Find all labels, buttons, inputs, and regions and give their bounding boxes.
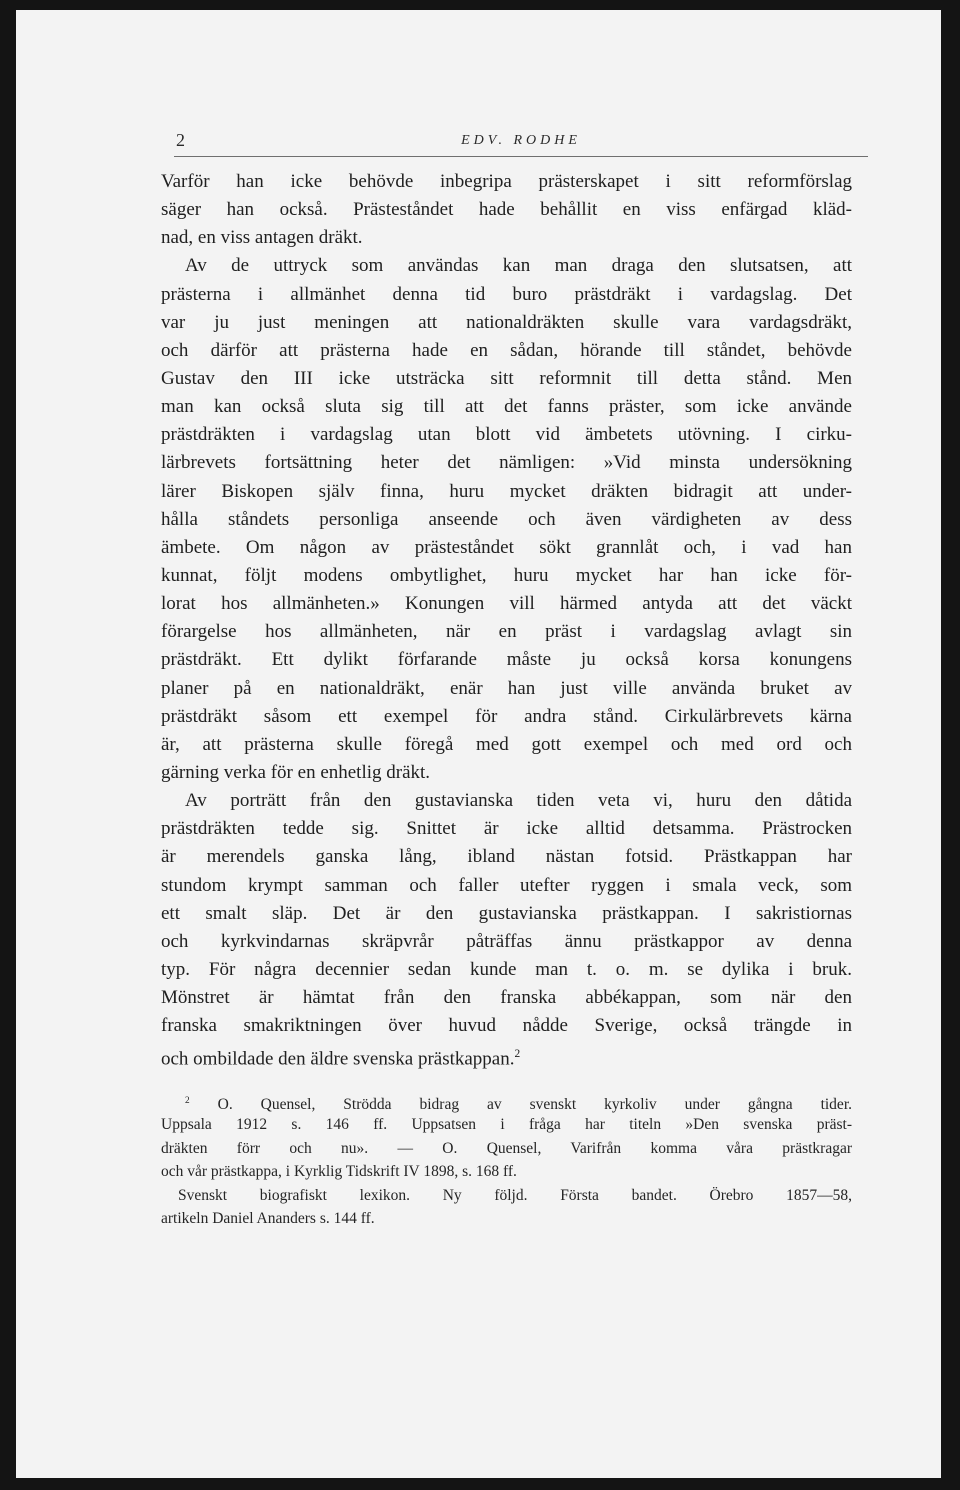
- text-line: Av porträtt från den gustavianska tiden veta vi, huru den dåtida: [185, 790, 852, 812]
- text-line: lärbrevets fortsättning heter det nämligen: »Vid minsta undersökning: [161, 452, 852, 474]
- footnote-text: O. Quensel, Strödda bidrag av svenskt kyrkoliv under gångna tider.: [217, 1095, 852, 1113]
- text-line: prästdräkten i vardagslag utan blott vid ämbetets utövning. I cirku-: [161, 424, 852, 446]
- running-head-author: EDV. RODHE: [461, 133, 581, 148]
- text-line: prästdräkt såsom ett exempel för andra stånd. Cirkulärbrevets kärna: [161, 705, 852, 727]
- footnote-line: och vår prästkappa, i Kyrklig Tidskrift IV 1898, s. 168 ff.: [161, 1163, 517, 1180]
- text-line: hålla ståndets personliga anseende och även värdigheten av dess: [161, 508, 852, 530]
- text-line: och därför att prästerna hade en sådan, hörande till ståndet, behövde: [161, 339, 852, 361]
- text-line: Av de uttryck som användas kan man draga den slutsatsen, att: [185, 255, 852, 277]
- text-line: ämbete. Om någon av prästeståndet sökt grannlåt och, i vad han: [161, 536, 852, 558]
- text-line: lorat hos allmänheten.» Konungen vill härmed antyda att det väckt: [161, 593, 852, 615]
- text-line: prästerna i allmänhet denna tid buro prästdräkt i vardagslag. Det: [161, 283, 852, 305]
- text-line: och ombildade den äldre svenska prästkappan.: [161, 1048, 515, 1070]
- text-line: är, att prästerna skulle föregå med gott exempel och med ord och: [161, 733, 852, 755]
- footnotes: [161, 1090, 852, 1231]
- text-line: gärning verka för en enhetlig dräkt.: [161, 761, 431, 783]
- footnote-reference: 2: [514, 1048, 521, 1061]
- text-line: Varför han icke behövde inbegripa prästerskapet i sitt reformförslag: [161, 171, 852, 192]
- text-line: nad, en viss antagen dräkt.: [161, 227, 363, 249]
- text-line: typ. För några decennier sedan kunde man t. o. m. se dylika i bruk.: [161, 958, 852, 980]
- text-line: stundom krympt samman och faller utefter ryggen i smala veck, som: [161, 874, 852, 896]
- footnote-line: dräkten förr och nu». — O. Quensel, Varifrån komma våra prästkragar: [161, 1139, 852, 1157]
- last-paragraph-line: [161, 1040, 852, 1068]
- text-line: säger han också. Prästeståndet hade behållit en viss enfärgad kläd-: [161, 199, 852, 221]
- footnote-marker: 2: [185, 1095, 190, 1106]
- text-line: planer på en nationaldräkt, enär han just ville använda bruket av: [161, 677, 852, 699]
- page-number: 2: [176, 130, 185, 150]
- text-line: prästdräkten tedde sig. Snittet är icke alltid detsamma. Prästrocken: [161, 818, 852, 840]
- body-text: [161, 168, 852, 1231]
- text-line: och kyrkvindarnas skräpvrår påträffas ännu prästkappor av denna: [161, 930, 852, 952]
- text-line: kunnat, följt modens ombytlighet, huru mycket har han icke för-: [161, 564, 852, 586]
- text-line: är merendels ganska lång, ibland nästan fotsid. Prästkappan har: [161, 846, 852, 868]
- footnote-line: Uppsala 1912 s. 146 ff. Uppsatsen i fråga har titeln »Den svenska präst-: [161, 1116, 852, 1133]
- text-line: lärer Biskopen själv finna, huru mycket dräkten bidragit att under-: [161, 480, 852, 502]
- footnote-line: artikeln Daniel Ananders s. 144 ff.: [161, 1210, 375, 1227]
- text-line: Mönstret är hämtat från den franska abbékappan, som när den: [161, 987, 852, 1009]
- text-line: prästdräkt. Ett dylikt förfarande måste ju också korsa konungens: [161, 649, 852, 671]
- text-line: ett smalt släp. Det är den gustavianska prästkappan. I sakristiornas: [161, 902, 852, 924]
- text-line: Gustav den III icke utsträcka sitt reformnit till detta stånd. Men: [161, 367, 852, 389]
- footnote-line: Svenskt biografiskt lexikon. Ny följd. Första bandet. Örebro 1857—58,: [178, 1186, 852, 1204]
- text-line: franska smakriktningen över huvud nådde Sverige, också trängde in: [161, 1015, 852, 1037]
- text-line: förargelse hos allmänheten, när en präst i vardagslag avlagt sin: [161, 621, 852, 643]
- running-head: [174, 126, 868, 157]
- text-line: man kan också sluta sig till att det fanns präster, som icke använde: [161, 396, 852, 418]
- text-line: var ju just meningen att nationaldräkten skulle vara vardagsdräkt,: [161, 311, 852, 333]
- footnote-line-first: [161, 1090, 852, 1114]
